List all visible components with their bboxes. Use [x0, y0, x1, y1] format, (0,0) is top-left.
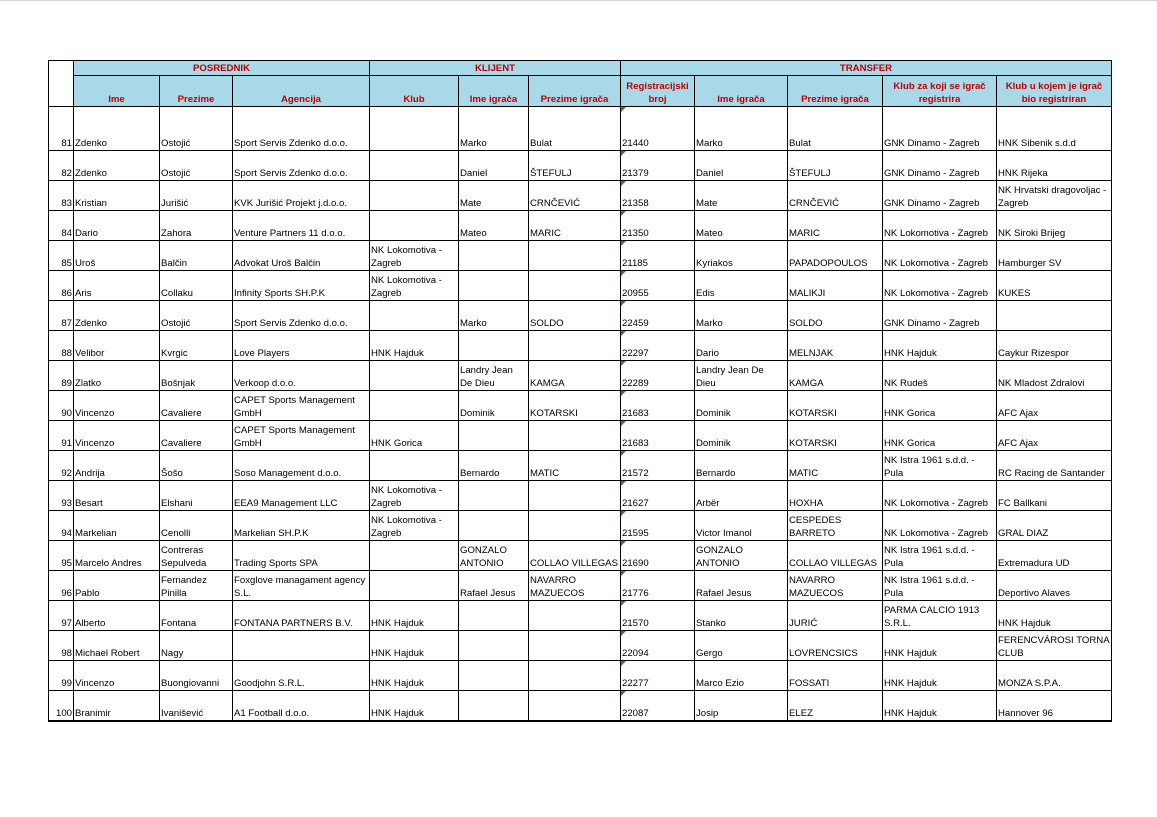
cell-registracijski-broj: 22277	[621, 661, 695, 691]
cell-transfer-ime-igraca: Dario	[695, 331, 788, 361]
cell-klub-u-kojem: RC Racing de Santander	[997, 451, 1112, 481]
cell-registracijski-broj: 21776	[621, 571, 695, 601]
cell-klub: HNK Hajduk	[370, 661, 459, 691]
row-number: 90	[49, 391, 74, 421]
cell-klub-za-koji: NK Istra 1961 s.d.d. - Pula	[883, 541, 997, 571]
cell-prezime-igraca: ŠTEFULJ	[529, 151, 621, 181]
cell-prezime: Buongiovanni	[160, 661, 233, 691]
cell-klub: HNK Gorica	[370, 421, 459, 451]
cell-transfer-prezime-igraca: FOSSATI	[788, 661, 883, 691]
cell-klub	[370, 541, 459, 571]
cell-klub-za-koji: GNK Dinamo - Zagreb	[883, 181, 997, 211]
cell-ime-igraca	[459, 421, 529, 451]
cell-prezime: Šošo	[160, 451, 233, 481]
cell-transfer-prezime-igraca: JURIĆ	[788, 601, 883, 631]
cell-ime: Zdenko	[74, 151, 160, 181]
cell-agencija: Sport Servis Zdenko d.o.o.	[233, 301, 370, 331]
cell-ime: Pablo	[74, 571, 160, 601]
cell-ime: Zdenko	[74, 301, 160, 331]
cell-ime: Kristian	[74, 181, 160, 211]
table-row	[49, 511, 1112, 541]
cell-ime-igraca: Bernardo	[459, 451, 529, 481]
cell-ime-igraca	[459, 691, 529, 722]
cell-agencija: Venture Partners 11 d.o.o.	[233, 211, 370, 241]
col-klub: Klub	[370, 76, 459, 107]
table-row	[49, 361, 1112, 391]
cell-prezime: Cenolli	[160, 511, 233, 541]
cell-registracijski-broj: 21627	[621, 481, 695, 511]
cell-agencija: Verkoop d.o.o.	[233, 361, 370, 391]
cell-prezime: Balčin	[160, 241, 233, 271]
cell-transfer-ime-igraca: Marko	[695, 107, 788, 151]
table-row	[49, 571, 1112, 601]
cell-registracijski-broj: 21379	[621, 151, 695, 181]
cell-agencija: Love Players	[233, 331, 370, 361]
cell-ime-igraca	[459, 511, 529, 541]
cell-klub-za-koji: NK Istra 1961 s.d.d. - Pula	[883, 571, 997, 601]
cell-klub	[370, 361, 459, 391]
cell-agencija: A1 Football d.o.o.	[233, 691, 370, 722]
cell-ime: Velibor	[74, 331, 160, 361]
row-number: 93	[49, 481, 74, 511]
cell-transfer-ime-igraca: Gergo	[695, 631, 788, 661]
cell-prezime: Nagy	[160, 631, 233, 661]
cell-registracijski-broj: 21570	[621, 601, 695, 631]
cell-transfer-ime-igraca: Landry Jean De Dieu	[695, 361, 788, 391]
cell-klub-za-koji: GNK Dinamo - Zagreb	[883, 107, 997, 151]
header-corner	[49, 61, 74, 107]
table-body	[49, 107, 1112, 722]
cell-klub	[370, 451, 459, 481]
cell-ime: Zdenko	[74, 107, 160, 151]
table-row	[49, 391, 1112, 421]
cell-transfer-ime-igraca: Kyriakos	[695, 241, 788, 271]
cell-klub: HNK Hajduk	[370, 691, 459, 722]
cell-prezime-igraca	[529, 691, 621, 722]
cell-registracijski-broj: 21683	[621, 391, 695, 421]
cell-registracijski-broj: 21572	[621, 451, 695, 481]
cell-klub-za-koji: NK Lokomotiva - Zagreb	[883, 271, 997, 301]
cell-prezime-igraca	[529, 271, 621, 301]
cell-klub: NK Lokomotiva - Zagreb	[370, 481, 459, 511]
cell-transfer-ime-igraca: Marko	[695, 301, 788, 331]
row-number: 85	[49, 241, 74, 271]
table-row	[49, 181, 1112, 211]
row-number: 84	[49, 211, 74, 241]
table-row	[49, 661, 1112, 691]
row-number: 86	[49, 271, 74, 301]
cell-registracijski-broj: 20955	[621, 271, 695, 301]
cell-prezime: Ostojić	[160, 301, 233, 331]
cell-klub: NK Lokomotiva - Zagreb	[370, 271, 459, 301]
cell-ime: Alberto	[74, 601, 160, 631]
cell-ime: Branimir	[74, 691, 160, 722]
cell-prezime-igraca: KAMGA	[529, 361, 621, 391]
cell-prezime-igraca: Bulat	[529, 107, 621, 151]
cell-registracijski-broj: 21440	[621, 107, 695, 151]
row-number: 82	[49, 151, 74, 181]
cell-transfer-prezime-igraca: KAMGA	[788, 361, 883, 391]
cell-ime-igraca: Mate	[459, 181, 529, 211]
cell-transfer-prezime-igraca: HOXHA	[788, 481, 883, 511]
cell-transfer-prezime-igraca: MARIC	[788, 211, 883, 241]
cell-transfer-prezime-igraca: KOTARSKI	[788, 421, 883, 451]
cell-klub-u-kojem: GRAL DIAZ	[997, 511, 1112, 541]
cell-agencija: Advokat Uroš Balčin	[233, 241, 370, 271]
cell-registracijski-broj: 21185	[621, 241, 695, 271]
col-agencija: Agencija	[233, 76, 370, 107]
cell-klub-za-koji: HNK Hajduk	[883, 661, 997, 691]
cell-klub-za-koji: GNK Dinamo - Zagreb	[883, 151, 997, 181]
cell-transfer-ime-igraca: Arbër	[695, 481, 788, 511]
cell-klub	[370, 181, 459, 211]
row-number: 98	[49, 631, 74, 661]
table-row	[49, 107, 1112, 151]
cell-transfer-prezime-igraca: ŠTEFULJ	[788, 151, 883, 181]
cell-transfer-ime-igraca: Dominik	[695, 391, 788, 421]
cell-ime: Vincenzo	[74, 661, 160, 691]
cell-transfer-prezime-igraca: CRNČEVIĆ	[788, 181, 883, 211]
page-top-divider	[0, 0, 1157, 1]
cell-ime: Vincenzo	[74, 421, 160, 451]
cell-ime-igraca: Rafael Jesus	[459, 571, 529, 601]
cell-klub-u-kojem: HNK Hajduk	[997, 601, 1112, 631]
cell-prezime: Jurišić	[160, 181, 233, 211]
cell-prezime-igraca: SOLDO	[529, 301, 621, 331]
table-row	[49, 691, 1112, 722]
cell-ime: Michael Robert	[74, 631, 160, 661]
cell-agencija: Goodjohn S.R.L.	[233, 661, 370, 691]
cell-klub-u-kojem: NK Mladost Zdralovi	[997, 361, 1112, 391]
table-row	[49, 541, 1112, 571]
cell-prezime-igraca: CRNČEVIĆ	[529, 181, 621, 211]
cell-ime: Aris	[74, 271, 160, 301]
cell-ime-igraca	[459, 631, 529, 661]
group-transfer: TRANSFER	[621, 61, 1112, 76]
cell-transfer-ime-igraca: GONZALO ANTONIO	[695, 541, 788, 571]
cell-ime-igraca	[459, 661, 529, 691]
cell-agencija: EEA9 Management LLC	[233, 481, 370, 511]
table-header	[49, 61, 1112, 107]
cell-prezime: Zahora	[160, 211, 233, 241]
cell-transfer-ime-igraca: Mateo	[695, 211, 788, 241]
cell-klub-za-koji: NK Lokomotiva - Zagreb	[883, 511, 997, 541]
row-number: 81	[49, 107, 74, 151]
cell-prezime-igraca: KOTARSKI	[529, 391, 621, 421]
group-posrednik: POSREDNIK	[74, 61, 370, 76]
table-row	[49, 151, 1112, 181]
cell-prezime: Elshani	[160, 481, 233, 511]
cell-klub-za-koji: NK Lokomotiva - Zagreb	[883, 211, 997, 241]
cell-klub-u-kojem: MONZA S.P.A.	[997, 661, 1112, 691]
cell-ime-igraca	[459, 241, 529, 271]
group-klijent: KLIJENT	[370, 61, 621, 76]
cell-klub: NK Lokomotiva - Zagreb	[370, 511, 459, 541]
table-row	[49, 271, 1112, 301]
cell-agencija: Sport Servis Zdenko d.o.o.	[233, 107, 370, 151]
cell-ime-igraca: Marko	[459, 301, 529, 331]
cell-ime: Andrija	[74, 451, 160, 481]
cell-klub-u-kojem: HNK Rijeka	[997, 151, 1112, 181]
cell-ime-igraca: GONZALO ANTONIO	[459, 541, 529, 571]
cell-transfer-prezime-igraca: CESPEDES BARRETO	[788, 511, 883, 541]
cell-klub-u-kojem: Hannover 96	[997, 691, 1112, 722]
cell-klub-u-kojem: Hamburger SV	[997, 241, 1112, 271]
cell-transfer-prezime-igraca: Bulat	[788, 107, 883, 151]
table-row	[49, 301, 1112, 331]
cell-klub: HNK Hajduk	[370, 631, 459, 661]
cell-transfer-prezime-igraca: ELEZ	[788, 691, 883, 722]
cell-prezime-igraca: COLLAO VILLEGAS	[529, 541, 621, 571]
col-ime-igraca: Ime igrača	[459, 76, 529, 107]
cell-transfer-ime-igraca: Dominik	[695, 421, 788, 451]
row-number: 95	[49, 541, 74, 571]
cell-registracijski-broj: 22297	[621, 331, 695, 361]
col-ime: Ime	[74, 76, 160, 107]
cell-transfer-prezime-igraca: MALIKJI	[788, 271, 883, 301]
cell-klub	[370, 301, 459, 331]
cell-agencija: Markelian SH.P.K	[233, 511, 370, 541]
cell-ime-igraca	[459, 481, 529, 511]
cell-transfer-ime-igraca: Mate	[695, 181, 788, 211]
table-row	[49, 211, 1112, 241]
cell-ime: Marcelo Andres	[74, 541, 160, 571]
row-number: 92	[49, 451, 74, 481]
cell-prezime: Bošnjak	[160, 361, 233, 391]
cell-prezime-igraca	[529, 481, 621, 511]
cell-prezime: Ivanišević	[160, 691, 233, 722]
cell-klub-u-kojem: HNK Sibenik s.d.d	[997, 107, 1112, 151]
cell-klub	[370, 391, 459, 421]
col-transfer-prezime-igraca: Prezime igrača	[788, 76, 883, 107]
cell-ime: Vincenzo	[74, 391, 160, 421]
cell-transfer-ime-igraca: Rafael Jesus	[695, 571, 788, 601]
row-number: 99	[49, 661, 74, 691]
cell-agencija: Soso Management d.o.o.	[233, 451, 370, 481]
cell-agencija: Foxglove managament agency S.L.	[233, 571, 370, 601]
cell-agencija: Infinity Sports SH.P.K	[233, 271, 370, 301]
cell-transfer-prezime-igraca: COLLAO VILLEGAS	[788, 541, 883, 571]
col-prezime: Prezime	[160, 76, 233, 107]
cell-klub-u-kojem: KUKES	[997, 271, 1112, 301]
col-transfer-ime-igraca: Ime igrača	[695, 76, 788, 107]
row-number: 89	[49, 361, 74, 391]
row-number: 94	[49, 511, 74, 541]
cell-agencija: Trading Sports SPA	[233, 541, 370, 571]
col-klub-za-koji: Klub za koji se igrač registrira	[883, 76, 997, 107]
cell-transfer-ime-igraca: Daniel	[695, 151, 788, 181]
row-number: 91	[49, 421, 74, 451]
transfers-table	[48, 60, 1112, 722]
cell-prezime: Kvrgic	[160, 331, 233, 361]
cell-ime-igraca: Dominik	[459, 391, 529, 421]
cell-prezime: Cavaliere	[160, 421, 233, 451]
cell-prezime-igraca: NAVARRO MAZUECOS	[529, 571, 621, 601]
cell-klub: HNK Hajduk	[370, 331, 459, 361]
cell-prezime: Contreras Sepulveda	[160, 541, 233, 571]
cell-agencija: CAPET Sports Management GmbH	[233, 391, 370, 421]
cell-ime-igraca	[459, 331, 529, 361]
cell-klub	[370, 571, 459, 601]
cell-klub-u-kojem: AFC Ajax	[997, 391, 1112, 421]
cell-ime: Dario	[74, 211, 160, 241]
cell-prezime-igraca: MARIC	[529, 211, 621, 241]
cell-prezime-igraca	[529, 421, 621, 451]
cell-registracijski-broj: 21690	[621, 541, 695, 571]
cell-klub: HNK Hajduk	[370, 601, 459, 631]
cell-transfer-ime-igraca: Bernardo	[695, 451, 788, 481]
cell-ime: Besart	[74, 481, 160, 511]
cell-prezime-igraca	[529, 511, 621, 541]
cell-registracijski-broj: 22094	[621, 631, 695, 661]
row-number: 100	[49, 691, 74, 722]
cell-prezime-igraca	[529, 331, 621, 361]
row-number: 97	[49, 601, 74, 631]
cell-registracijski-broj: 21358	[621, 181, 695, 211]
cell-klub-za-koji: NK Lokomotiva - Zagreb	[883, 241, 997, 271]
cell-klub-u-kojem: Extremadura UD	[997, 541, 1112, 571]
col-prezime-igraca: Prezime igrača	[529, 76, 621, 107]
cell-prezime: Ostojić	[160, 107, 233, 151]
col-klub-u-kojem: Klub u kojem je igrač bio registriran	[997, 76, 1112, 107]
cell-registracijski-broj: 22087	[621, 691, 695, 722]
cell-klub-za-koji: HNK Hajduk	[883, 331, 997, 361]
table-row	[49, 451, 1112, 481]
cell-klub-za-koji: NK Rudeš	[883, 361, 997, 391]
cell-klub	[370, 107, 459, 151]
cell-registracijski-broj: 22289	[621, 361, 695, 391]
cell-ime-igraca	[459, 271, 529, 301]
cell-transfer-prezime-igraca: MATIC	[788, 451, 883, 481]
cell-klub-u-kojem: NK Siroki Brijeg	[997, 211, 1112, 241]
cell-ime-igraca	[459, 601, 529, 631]
cell-ime: Zlatko	[74, 361, 160, 391]
cell-ime-igraca: Marko	[459, 107, 529, 151]
table-row	[49, 481, 1112, 511]
cell-registracijski-broj: 22459	[621, 301, 695, 331]
cell-prezime-igraca	[529, 661, 621, 691]
row-number: 83	[49, 181, 74, 211]
cell-transfer-ime-igraca: Edis	[695, 271, 788, 301]
cell-klub-za-koji: NK Istra 1961 s.d.d. - Pula	[883, 451, 997, 481]
cell-klub-za-koji: HNK Hajduk	[883, 691, 997, 722]
cell-klub-za-koji: HNK Gorica	[883, 421, 997, 451]
cell-klub-za-koji: NK Lokomotiva - Zagreb	[883, 481, 997, 511]
table-row	[49, 331, 1112, 361]
cell-transfer-prezime-igraca: PAPADOPOULOS	[788, 241, 883, 271]
table-row	[49, 631, 1112, 661]
cell-prezime-igraca: MATIC	[529, 451, 621, 481]
cell-klub-za-koji: HNK Gorica	[883, 391, 997, 421]
cell-transfer-ime-igraca: Victor Imanol	[695, 511, 788, 541]
cell-transfer-prezime-igraca: MELNJAK	[788, 331, 883, 361]
cell-agencija: KVK Jurišić Projekt j.d.o.o.	[233, 181, 370, 211]
row-number: 96	[49, 571, 74, 601]
cell-klub	[370, 151, 459, 181]
row-number: 87	[49, 301, 74, 331]
cell-registracijski-broj: 21350	[621, 211, 695, 241]
cell-transfer-ime-igraca: Marco Ezio	[695, 661, 788, 691]
cell-klub-u-kojem: FERENCVÁROSI TORNA CLUB	[997, 631, 1112, 661]
cell-registracijski-broj: 21595	[621, 511, 695, 541]
cell-prezime: Ostojić	[160, 151, 233, 181]
cell-klub-u-kojem: Deportivo Alaves	[997, 571, 1112, 601]
cell-klub-za-koji: HNK Hajduk	[883, 631, 997, 661]
cell-klub-u-kojem	[997, 301, 1112, 331]
cell-transfer-prezime-igraca: NAVARRO MAZUECOS	[788, 571, 883, 601]
cell-klub-u-kojem: AFC Ajax	[997, 421, 1112, 451]
cell-prezime: Collaku	[160, 271, 233, 301]
cell-ime: Markelian	[74, 511, 160, 541]
cell-klub	[370, 211, 459, 241]
cell-klub-u-kojem: Caykur Rizespor	[997, 331, 1112, 361]
cell-prezime: Fernandez Pinilla	[160, 571, 233, 601]
cell-ime-igraca: Daniel	[459, 151, 529, 181]
table-row	[49, 241, 1112, 271]
cell-registracijski-broj: 21683	[621, 421, 695, 451]
cell-transfer-prezime-igraca: LOVRENCSICS	[788, 631, 883, 661]
cell-prezime-igraca	[529, 241, 621, 271]
cell-klub-za-koji: PARMA CALCIO 1913 S.R.L.	[883, 601, 997, 631]
cell-ime: Uroš	[74, 241, 160, 271]
cell-klub-u-kojem: FC Ballkani	[997, 481, 1112, 511]
col-registracijski-broj: Registracijski broj	[621, 76, 695, 107]
cell-transfer-prezime-igraca: SOLDO	[788, 301, 883, 331]
row-number: 88	[49, 331, 74, 361]
cell-klub-u-kojem: NK Hrvatski dragovoljac - Zagreb	[997, 181, 1112, 211]
cell-prezime: Fontana	[160, 601, 233, 631]
cell-ime-igraca: Mateo	[459, 211, 529, 241]
cell-agencija: Sport Servis Zdenko d.o.o.	[233, 151, 370, 181]
cell-prezime-igraca	[529, 601, 621, 631]
cell-transfer-ime-igraca: Stanko	[695, 601, 788, 631]
cell-transfer-prezime-igraca: KOTARSKI	[788, 391, 883, 421]
cell-ime-igraca: Landry Jean De Dieu	[459, 361, 529, 391]
cell-klub: NK Lokomotiva - Zagreb	[370, 241, 459, 271]
cell-agencija	[233, 631, 370, 661]
cell-agencija: CAPET Sports Management GmbH	[233, 421, 370, 451]
cell-transfer-ime-igraca: Josip	[695, 691, 788, 722]
cell-agencija: FONTANA PARTNERS B.V.	[233, 601, 370, 631]
cell-prezime-igraca	[529, 631, 621, 661]
table-row	[49, 601, 1112, 631]
cell-prezime: Cavaliere	[160, 391, 233, 421]
cell-klub-za-koji: GNK Dinamo - Zagreb	[883, 301, 997, 331]
table-row	[49, 421, 1112, 451]
